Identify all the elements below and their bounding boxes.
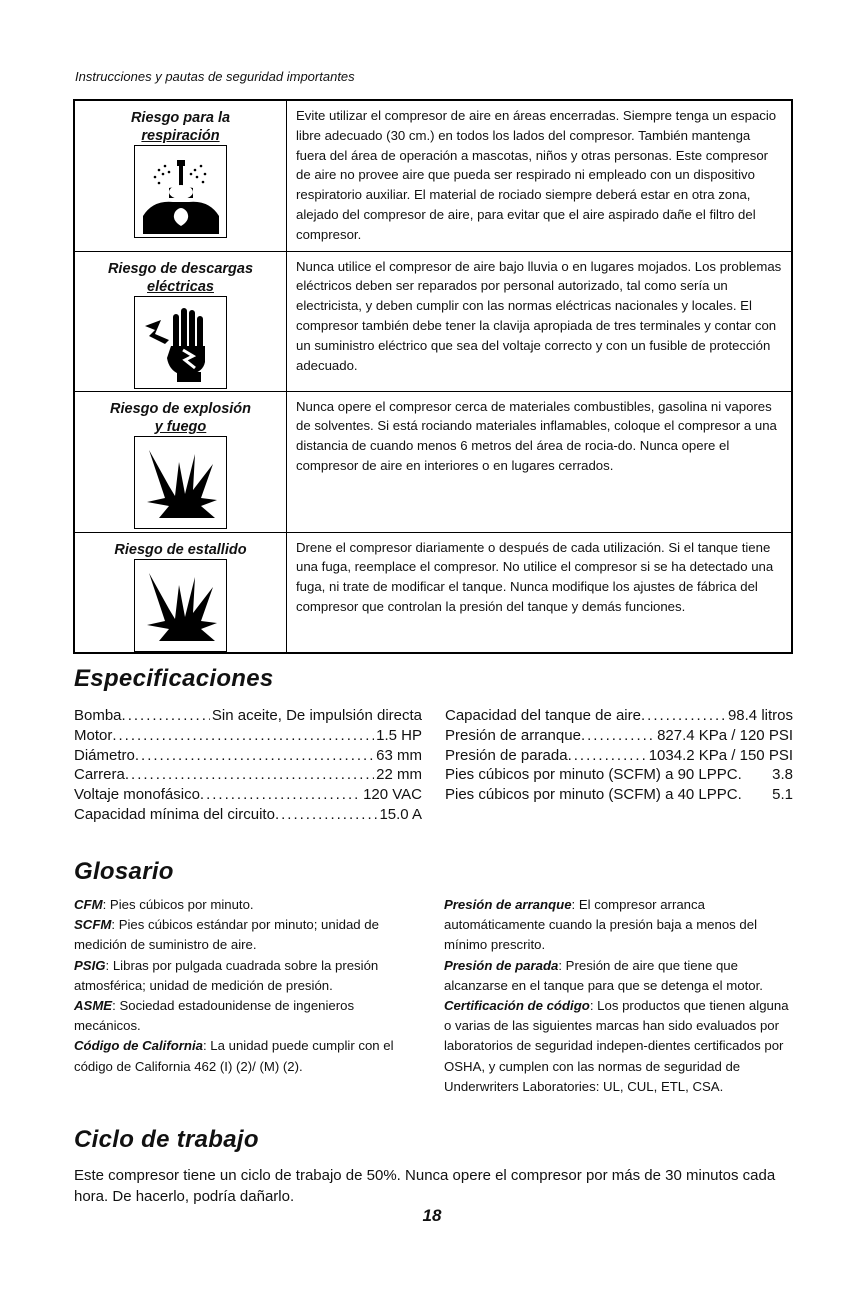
spec-value: 827.4 KPa / 120 PSI	[657, 726, 793, 744]
hazard-row-explosion	[74, 391, 792, 532]
glossary-term: Presión de arranque	[444, 897, 572, 912]
spec-label: Presión de arranque	[445, 726, 581, 744]
glossary-definition: Pies cúbicos estándar por minuto; unidad de medición de suministro de aire.	[74, 917, 379, 953]
spec-value: 98.4 litros	[727, 707, 793, 724]
hazard-title: Riesgo de explosión	[110, 400, 251, 417]
spec-row	[445, 785, 793, 805]
hazard-title: respiración	[141, 128, 220, 144]
spec-label: Presión de parada	[445, 746, 568, 764]
glossary-term: Presión de parada	[444, 957, 559, 973]
hazard-row-electric	[74, 251, 792, 391]
hazard-description: Nunca opere el compresor cerca de materiales combustibles, gasolina ni vapores de solventes. Si está rociando materiales inflamables, coloque el compresor a una distancia de cuando menos 6 metros del área de rocia-do. Nunca opere el compresor de aire en interiores o en lugares cerrados.	[287, 391, 793, 532]
glossary-definition: El compresor arranca automáticamente cuando la presión baja a menos del mínimo prescrito.	[444, 897, 758, 953]
hazard-row-respiration	[74, 100, 792, 251]
glossary-definition: Presión de aire que tiene que alcanzarse en el tanque para que se detenga el motor.	[444, 957, 763, 993]
spec-value: Sin aceite, De impulsión directa	[211, 707, 422, 724]
spec-label: Carrera	[74, 766, 125, 784]
page-header: Instrucciones y pautas de seguridad importantes	[75, 69, 355, 84]
spec-label: Motor	[74, 726, 113, 744]
spec-label: Capacidad mínima del circuito	[74, 805, 275, 823]
glossary-term: CFM	[74, 897, 103, 912]
spec-row	[74, 785, 422, 805]
glossary-definition: Los productos que tienen alguna o varias de las siguientes marcas han sido evaluados por laboratorios de seguridad indepen-dientes certificados por OSHA, y cumplen con las normas de seguridad de Underwriters Laboratories: UL, CUL, ETL, CSA.	[444, 998, 789, 1094]
spec-row	[445, 746, 793, 766]
glossary-term: SCFM	[74, 917, 112, 933]
respiration-hazard-icon	[134, 145, 227, 238]
hazard-title: Riesgo para la	[130, 110, 231, 126]
glossary-term: Certificación de código	[444, 998, 590, 1014]
spec-value: 63 mm	[376, 746, 422, 764]
glossary-entry: SCFM: Pies cúbicos estándar por minuto; unidad de medición de suministro de aire.	[74, 917, 379, 953]
spec-row	[74, 726, 422, 746]
glossary-entry: Presión de arranque: El compresor arranca automáticamente cuando la presión baja a menos del mínimo prescrito.	[444, 897, 758, 953]
hazard-row-burst	[74, 532, 792, 653]
glossary-entry: CFM: Pies cúbicos por minuto.	[74, 897, 254, 912]
glossary-entry: PSIG: Libras por pulgada cuadrada sobre la presión atmosférica; unidad de medición de presión.	[74, 957, 379, 993]
spec-row	[74, 706, 422, 726]
specifications-heading: Especificaciones	[74, 665, 274, 692]
hazard-table	[73, 99, 793, 654]
specs-left-column	[74, 706, 422, 825]
glossary-entry: Código de California: La unidad puede cumplir con el código de California 462 (I) (2)/ (M) (2).	[74, 1038, 394, 1074]
glossary-definition: Sociedad estadounidense de ingenieros mecánicos.	[74, 998, 355, 1034]
glossary-entry: Certificación de código: Los productos que tienen alguna o varias de las siguientes marcas han sido evaluados por laboratorios de seguridad indepen-dientes certificados por OSHA, y cumplen con las normas de seguridad de Underwriters Laboratories: UL, CUL, ETL, CSA.	[444, 998, 789, 1094]
glossary-term: Código de California	[74, 1038, 203, 1054]
glossary-entry: Presión de parada: Presión de aire que tiene que alcanzarse en el tanque para que se detenga el motor.	[444, 957, 763, 993]
spec-row	[445, 765, 793, 785]
spec-label: Diámetro	[74, 746, 135, 764]
hazard-description: Evite utilizar el compresor de aire en áreas encerradas. Siempre tenga un espacio libre adecuado (30 cm.) en todos los lados del compresor. También mantenga fuera del área de operación a mascotas, niños y otras personas. Este compresor de aire no provee aire que pueda ser respirado ni empleado con un dispositivo respiratorio auxiliar. El material de rociado siempre deberá estar en otra zona, alejado del compresor de aire, para evitar que el aire aspirado dañe el filtro del compresor.	[287, 100, 793, 251]
spec-label: Capacidad del tanque de aire	[445, 707, 641, 724]
glossary-term: PSIG	[74, 957, 106, 973]
explosion-icon	[134, 436, 227, 529]
spec-value: 22 mm	[376, 766, 422, 784]
hazard-label-cell	[74, 391, 287, 532]
spec-row	[74, 765, 422, 785]
glossary-definition: Pies cúbicos por minuto.	[106, 897, 254, 912]
spec-label: Pies cúbicos por minuto (SCFM) a 40 LPPC.	[445, 786, 742, 804]
spec-value: 15.0 A	[379, 805, 422, 823]
spec-value: 1.5 HP	[376, 726, 422, 744]
spec-row	[74, 805, 422, 825]
spec-value: 1034.2 KPa / 150 PSI	[648, 746, 793, 764]
glossary-left-column	[74, 895, 424, 1077]
spec-row	[445, 726, 793, 746]
spec-row	[74, 746, 422, 766]
hazard-title: Riesgo de descargas	[107, 260, 254, 277]
hazard-title: y fuego	[154, 418, 207, 435]
glossary-heading: Glosario	[74, 858, 174, 885]
glossary-definition: Libras por pulgada cuadrada sobre la presión atmosférica; unidad de medición de presión.	[74, 957, 379, 993]
spec-row	[445, 706, 793, 726]
hazard-description: Nunca utilice el compresor de aire bajo lluvia o en lugares mojados. Los problemas eléctricos deben ser reparados por personal autorizado, tal como sería un electricista, y deben cumplir con las normas eléctricas nacionales y locales. El compresor también debe tener la clavija apropiada de tres terminales y contar con un suministro eléctrico que sea del voltaje correcto y con un fusible de protección adecuado.	[287, 251, 793, 391]
duty-cycle-heading: Ciclo de trabajo	[74, 1126, 259, 1153]
glossary-term: ASME	[74, 998, 113, 1014]
glossary-entry: ASME: Sociedad estadounidense de ingenieros mecánicos.	[74, 998, 355, 1034]
electric-shock-icon	[134, 296, 227, 389]
specs-right-column	[445, 706, 793, 805]
spec-label: Pies cúbicos por minuto (SCFM) a 90 LPPC.	[445, 766, 742, 784]
hazard-title: Riesgo de estallido	[114, 541, 247, 558]
hazard-label-cell	[74, 100, 287, 251]
spec-value: 5.1	[772, 786, 793, 804]
glossary-right-column	[444, 895, 794, 1097]
burst-icon	[134, 559, 227, 652]
hazard-title: eléctricas	[147, 278, 214, 295]
hazard-label-cell	[74, 251, 287, 391]
duty-cycle-text: Este compresor tiene un ciclo de trabajo de 50%. Nunca opere el compresor por más de 30 minutos cada hora. De hacerlo, podría dañarlo.	[74, 1167, 776, 1205]
spec-value: 120 VAC	[363, 786, 422, 804]
page-number: 18	[422, 1206, 442, 1225]
glossary-definition: La unidad puede cumplir con el código de California 462 (I) (2)/ (M) (2).	[74, 1038, 394, 1074]
spec-label: Voltaje monofásico	[74, 786, 200, 804]
hazard-label-cell	[74, 532, 287, 653]
hazard-description: Drene el compresor diariamente o después de cada utilización. Si el tanque tiene una fuga, reemplace el compresor. No utilice el compresor si se ha detectado una fuga, ni trate de modificar el tanque. Nunca modifique los ajustes de fábrica del compresor que controlan la presión del tanque y demás funciones.	[287, 532, 793, 653]
spec-value: 3.8	[772, 766, 793, 784]
spec-label: Bomba	[74, 707, 122, 724]
